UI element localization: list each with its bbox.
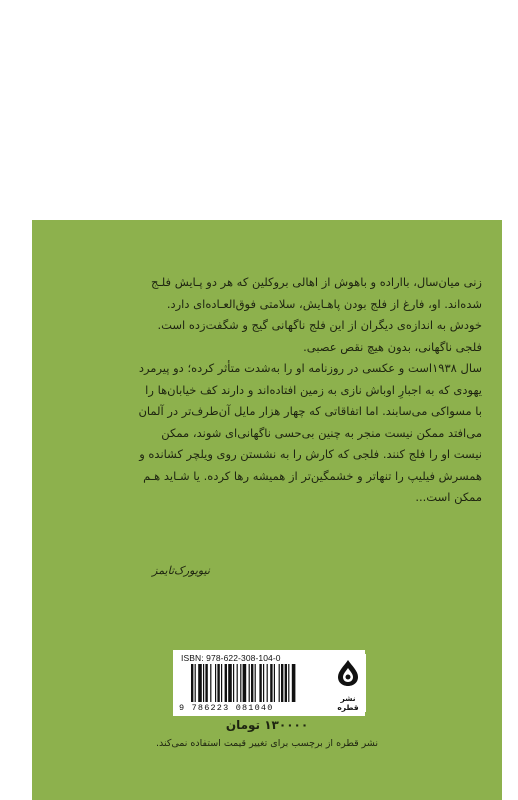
blurb-line: همسرش فیلیپ را تنهاتر و خشمگین‌تر از همیشه رها کرده. یا شـاید هـم (143, 468, 482, 483)
blurb-line: با مسواکی می‌سابند. اما اتفاقاتی که چهار هزار مایل آن‌طرف‌تر در آلمان (138, 404, 482, 418)
blurb-line: شده‌اند. او، فارغ از فلج بودن پاهـایش، سلامتی فوق‌العـاده‌ای دارد. (166, 296, 482, 311)
price: ۱۳۰۰۰۰ تومان (225, 718, 309, 732)
blurb-line: سال ۱۹۳۸است و عکسی در روزنامه او را به‌شدت متأثر کرده؛ دو پیرمرد (138, 361, 482, 375)
price-note: نشر قطره از برچسب برای تغییر قیمت استفاده نمی‌کند. (155, 738, 379, 749)
publisher-logo (330, 654, 366, 712)
droplet-logo-icon (334, 658, 362, 688)
back-cover (32, 220, 502, 800)
barcode-icon (191, 664, 335, 702)
blurb-line: ممکن است... (415, 490, 482, 504)
blurb-text (90, 272, 482, 509)
blurb-line: زنی میان‌سال، بااراده و باهوش از اهالی بروکلین که هر دو پـایش فلـج (150, 275, 482, 289)
blurb-line: خودش به اندازه‌ی دیگران از این فلج ناگهانی گیج و شگفت‌زده است. (157, 318, 482, 332)
isbn-text: ISBN: 978-622-308-104-0 (181, 653, 281, 663)
barcode-digits: 9 786223 081040 (179, 703, 274, 713)
blurb-line: یهودی که به اجبارِ اوباش نازی به زمین افتاده‌اند و دارند کف خیابان‌ها را (145, 382, 482, 397)
blurb-line: فلجی ناگهانی، بدون هیچ نقص عصبی. (303, 339, 482, 354)
blurb-line: می‌افتد ممکن نیست منجر به چنین بی‌حسی ناگهانی‌ای شوند، ممکن (161, 425, 482, 440)
publisher-name: نشر قطره (337, 694, 359, 712)
blurb-line: نیست او را فلج کنند. فلجی که کارش را به نشستن روی ویلچر کشانده و (139, 447, 482, 461)
attribution: نیویورک‌تایمز (152, 564, 210, 577)
